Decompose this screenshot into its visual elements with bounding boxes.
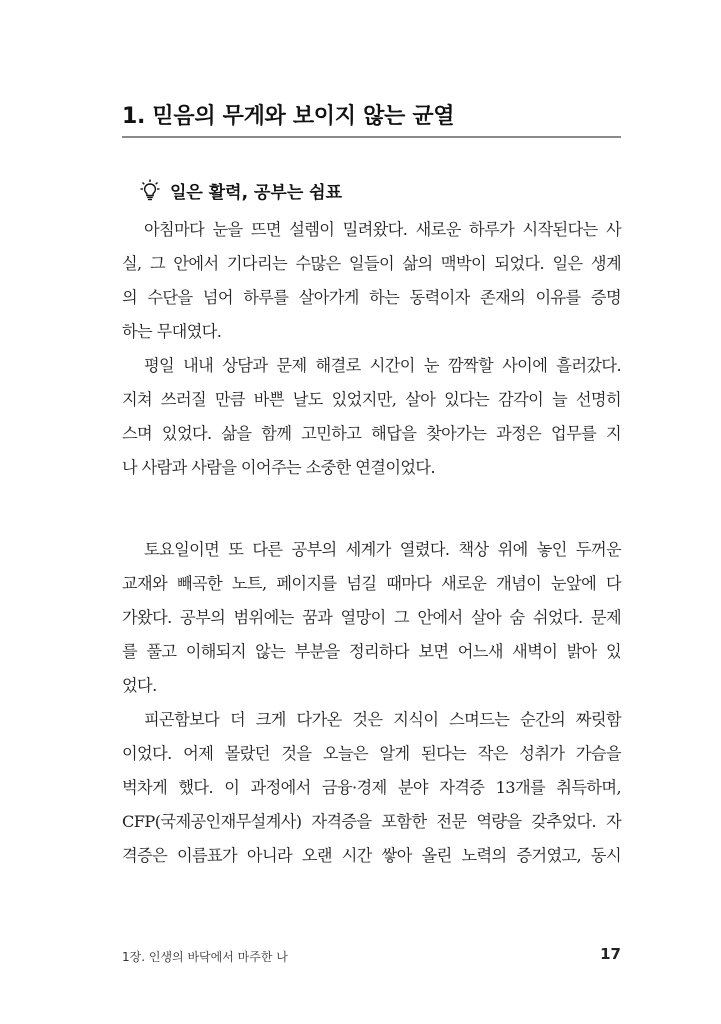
text-line: 스며 있었다. 삶을 함께 고민하고 해답을 찾아가는 과정은 업무를 지	[122, 424, 621, 443]
text-line: 교재와 빼곡한 노트, 페이지를 넘길 때마다 새로운 개념이 눈앞에 다	[122, 574, 621, 593]
paragraph	[122, 703, 621, 873]
text-line: 피곤함보다 더 크게 다가온 것은 지식이 스며드는 순간의 짜릿함	[144, 710, 621, 729]
paragraph-gap	[122, 485, 621, 533]
paragraph	[122, 533, 621, 703]
text-line: 가왔다. 공부의 범위에는 꿈과 열망이 그 안에서 살아 숨 쉬었다. 문제	[122, 608, 621, 627]
title-divider	[122, 136, 621, 138]
text-line: 었다.	[122, 676, 157, 695]
text-line: CFP(국제공인재무설계사) 자격증을 포함한 전문 역량을 갖추었다. 자	[122, 812, 621, 831]
text-line: 벅차게 했다. 이 과정에서 금융·경제 분야 자격증 13개를 취득하며,	[122, 778, 621, 797]
paragraph	[122, 349, 621, 485]
text-line: 나 사람과 사람을 이어주는 소중한 연결이었다.	[122, 458, 435, 477]
text-line: 하는 무대였다.	[122, 322, 222, 341]
text-line: 토요일이면 또 다른 공부의 세계가 열렸다. 책상 위에 놓인 두꺼운	[144, 540, 621, 559]
lightbulb-icon	[140, 179, 160, 201]
section-title: 일은 활력, 공부는 쉼표	[170, 182, 343, 203]
text-line: 아침마다 눈을 뜨면 설렘이 밀려왔다. 새로운 하루가 시작된다는 사	[144, 220, 621, 239]
footer-chapter-label: 1장. 인생의 바닥에서 마주한 나	[122, 950, 288, 964]
body-text	[122, 213, 621, 873]
chapter-title: 1. 믿음의 무게와 보이지 않는 균열	[122, 104, 455, 129]
text-line: 평일 내내 상담과 문제 해결로 시간이 눈 깜짝할 사이에 흘러갔다.	[144, 356, 621, 375]
text-line: 격증은 이름표가 아니라 오랜 시간 쌓아 올린 노력의 증거였고, 동시	[122, 846, 621, 865]
text-line: 지쳐 쓰러질 만큼 바쁜 날도 있었지만, 살아 있다는 감각이 늘 선명히	[122, 390, 621, 409]
text-line: 를 풀고 이해되지 않는 부분을 정리하다 보면 어느새 새벽이 밝아 있	[122, 642, 621, 661]
paragraph	[122, 213, 621, 349]
text-line: 실, 그 안에서 기다리는 수많은 일들이 삶의 맥박이 되었다. 일은 생계	[122, 254, 621, 273]
text-line: 이었다. 어제 몰랐던 것을 오늘은 알게 된다는 작은 성취가 가슴을	[122, 744, 621, 763]
text-line: 의 수단을 넘어 하루를 살아가게 하는 동력이자 존재의 이유를 증명	[122, 288, 621, 307]
section-heading	[140, 176, 342, 204]
page-number: 17	[600, 945, 621, 963]
